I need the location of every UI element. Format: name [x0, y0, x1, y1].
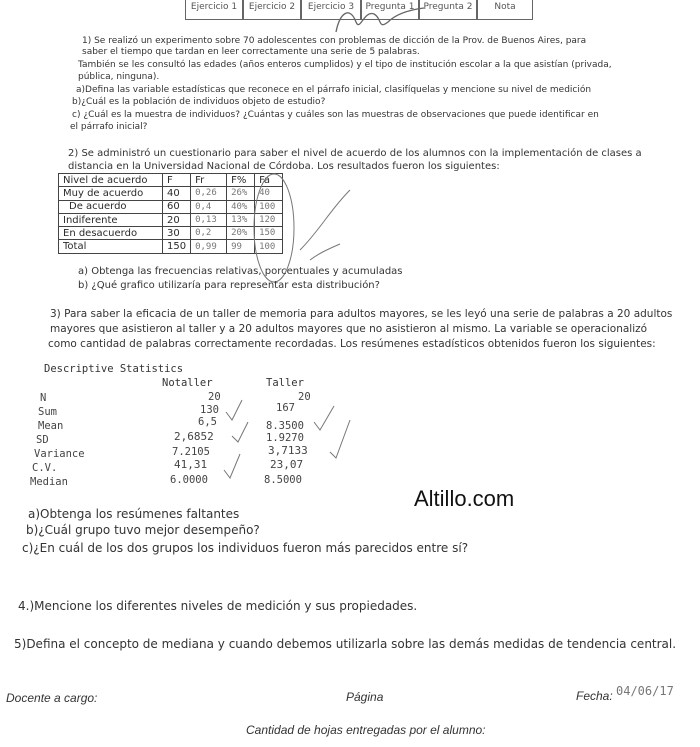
stats-label: Median — [30, 476, 68, 488]
q3-line: como cantidad de palabras correctamente recordadas. Los resúmenes estadísticos obtenidos fueron los siguientes: — [48, 338, 656, 350]
q3-item-a: a)Obtenga los resúmenes faltantes — [28, 507, 240, 521]
q3-item-c: c)¿En cuál de los dos grupos los individuos fueron más parecidos entre sí? — [22, 541, 469, 555]
q1-line: saber el tiempo que tardan en leer correctamente una serie de 5 palabras. — [82, 47, 420, 57]
row-fr: 0,4 — [191, 200, 227, 213]
table-header: Nivel de acuerdo — [59, 174, 163, 187]
row-f: 20 — [163, 213, 191, 226]
question-5: 5)Defina el concepto de mediana y cuando debemos utilizarla sobre las demás medidas de tendencia central. — [14, 637, 677, 651]
q1-line: pública, ninguna). — [78, 72, 160, 82]
stats-value-a: 41,31 — [174, 458, 208, 471]
stats-value-a: 130 — [200, 404, 219, 416]
stats-value-a: 6.0000 — [170, 474, 208, 486]
table-header: F — [163, 174, 191, 187]
row-fa: 150 — [255, 227, 283, 240]
q3-line: 3) Para saber la eficacia de un taller de memoria para adultos mayores, se les leyó una serie de palabras a 20 adultos — [50, 308, 673, 320]
stats-value-b: 3,7133 — [268, 444, 308, 457]
row-fp: 26% — [227, 187, 255, 200]
stats-label: SD — [36, 434, 49, 446]
row-fa: 40 — [255, 187, 283, 200]
table-header: Fr — [191, 174, 227, 187]
row-fr: 0,2 — [191, 227, 227, 240]
stats-value-a: 2,6852 — [174, 430, 214, 443]
stats-value-b: 167 — [276, 402, 295, 414]
row-f: 60 — [163, 200, 191, 213]
header-cell: Pregunta 1 — [361, 0, 419, 20]
stats-col-notaller: Notaller — [162, 377, 213, 389]
row-fa: 100 — [255, 240, 283, 253]
stats-label: N — [40, 392, 47, 404]
stats-label: Mean — [38, 420, 64, 432]
stats-value-a: 6,5 — [198, 416, 217, 428]
row-fp: 20% — [227, 227, 255, 240]
watermark: Altillo.com — [414, 486, 515, 511]
row-f: 40 — [163, 187, 191, 200]
header-cell: Ejercicio 2 — [243, 0, 301, 20]
row-fp: 99 — [227, 240, 255, 253]
q2-line: distancia en la Universidad Nacional de Córdoba. Los resultados fueron los siguientes: — [68, 161, 500, 172]
signature-mark — [328, 2, 438, 38]
question-4: 4.)Mencione los diferentes niveles de medición y sus propiedades. — [18, 599, 418, 613]
header-cell: Ejercicio 1 — [185, 0, 243, 20]
q1-line: a)Defina las variable estadísticas que reconece en el párrafo inicial, clasifíquelas y mencione su nivel de medición — [76, 85, 592, 95]
row-label: De acuerdo — [59, 200, 163, 213]
row-fp: 13% — [227, 213, 255, 226]
table-header: Fa — [255, 174, 283, 187]
header-cell: Pregunta 2 — [419, 0, 477, 20]
stats-value-b: 8.5000 — [264, 474, 302, 486]
header-cell: Ejercicio 3 — [301, 0, 361, 20]
stats-value-a: 7.2105 — [172, 446, 210, 458]
row-fr: 0,26 — [191, 187, 227, 200]
row-label: Total — [59, 240, 163, 253]
q2-line: 2) Se administró un cuestionario para saber el nivel de acuerdo de los alumnos con la implementación de clases a — [68, 148, 642, 159]
stats-value-b: 23,07 — [270, 458, 304, 471]
row-label: Indiferente — [59, 213, 163, 226]
stats-title: Descriptive Statistics — [44, 363, 184, 375]
footer-fecha-value: 04/06/17 — [616, 684, 674, 698]
q1-line: También se les consultó las edades (años enteros cumplidos) y el tipo de institución escolar a la que asistían (privada, — [78, 60, 612, 70]
row-fp: 40% — [227, 200, 255, 213]
footer-docente: Docente a cargo: — [6, 691, 98, 705]
row-f: 30 — [163, 227, 191, 240]
header-cell: Nota — [477, 0, 533, 20]
q1-line: b)¿Cuál es la población de individuos objeto de estudio? — [72, 97, 326, 107]
stats-value-b: 8.3500 — [266, 420, 304, 432]
footer-pagina: Página — [346, 690, 384, 704]
check-marks — [220, 392, 360, 482]
footer-hojas: Cantidad de hojas entregadas por el alumno: — [246, 723, 486, 737]
row-fr: 0,99 — [191, 240, 227, 253]
q3-item-b: b)¿Cuál grupo tuvo mejor desempeño? — [26, 523, 260, 537]
stats-value-b: 1.9270 — [266, 432, 304, 444]
row-f: 150 — [163, 240, 191, 253]
row-fr: 0,13 — [191, 213, 227, 226]
row-fa: 100 — [255, 200, 283, 213]
stats-label: Sum — [38, 406, 57, 418]
stats-value-a: 20 — [208, 391, 221, 403]
row-fa: 120 — [255, 213, 283, 226]
table-header: F% — [227, 174, 255, 187]
q2-item-a: a) Obtenga las frecuencias relativas, porcentuales y acumuladas — [78, 266, 403, 277]
footer-fecha-label: Fecha: — [576, 689, 613, 703]
q1-line: 1) Se realizó un experimento sobre 70 adolescentes con problemas de dicción de la Prov. de Buenos Aires, para — [82, 36, 587, 46]
stats-label: C.V. — [32, 462, 58, 474]
q1-line: el párrafo inicial? — [70, 122, 148, 132]
stats-col-taller: Taller — [266, 377, 304, 389]
q1-line: c) ¿Cuál es la muestra de individuos? ¿Cuántas y cuáles son las muestras de observaciones que puede identificar en — [72, 110, 599, 120]
q2-item-b: b) ¿Qué grafico utilizaría para representar esta distribución? — [78, 280, 380, 291]
row-label: Muy de acuerdo — [59, 187, 163, 200]
row-label: En desacuerdo — [59, 227, 163, 240]
stats-value-b: 20 — [298, 391, 311, 403]
q3-line: mayores que asistieron al taller y a 20 adultos mayores que no asistieron al mismo. La variable se operacionalizó — [50, 323, 648, 335]
stats-label: Variance — [34, 448, 85, 460]
